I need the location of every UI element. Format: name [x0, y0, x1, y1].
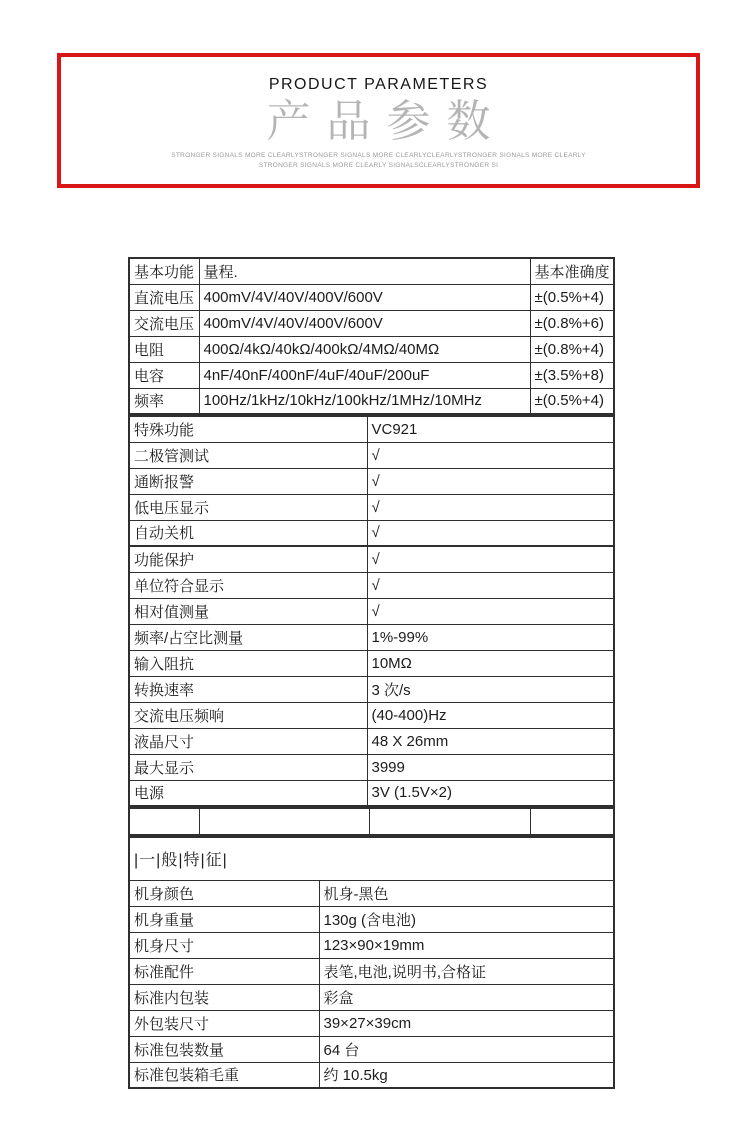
product-parameters-banner — [57, 53, 700, 188]
table-row — [129, 598, 614, 624]
general-section-title: |一|般|特|征| — [129, 837, 614, 880]
table-cell: 相对值测量 — [129, 598, 367, 624]
table-cell: √ — [367, 468, 614, 494]
banner-tagline — [61, 151, 696, 170]
table-cell: 特殊功能 — [129, 416, 367, 442]
table-row — [129, 676, 614, 702]
table-cell: √ — [367, 520, 614, 546]
table-cell: 100Hz/1kHz/10kHz/100kHz/1MHz/10MHz — [199, 388, 530, 414]
basic-spec-table — [128, 257, 615, 415]
table-cell: ±(0.8%+4) — [530, 336, 614, 362]
table-cell: ±(0.5%+4) — [530, 388, 614, 414]
table-cell: 频率 — [129, 388, 199, 414]
table-cell: 3 次/s — [367, 676, 614, 702]
table-row — [129, 388, 614, 414]
table-cell: 电容 — [129, 362, 199, 388]
table-cell: 交流电压频响 — [129, 702, 367, 728]
table-cell: 130g (含电池) — [319, 906, 614, 932]
table-cell: 3V (1.5V×2) — [367, 780, 614, 806]
table-row — [129, 880, 614, 906]
table-cell: √ — [367, 494, 614, 520]
table-cell: 电源 — [129, 780, 367, 806]
table-row — [129, 468, 614, 494]
banner-title-en: PRODUCT PARAMETERS — [268, 76, 489, 93]
banner-title-cn: 产品参数 — [266, 97, 507, 146]
table-cell: 400mV/4V/40V/400V/600V — [199, 284, 530, 310]
table-cell: ±(0.5%+4) — [530, 284, 614, 310]
table-cell: 机身-黑色 — [319, 880, 614, 906]
table-row — [129, 520, 614, 546]
feature-spec-body — [129, 416, 614, 806]
table-cell: 标准配件 — [129, 958, 319, 984]
table-cell: (40-400)Hz — [367, 702, 614, 728]
table-cell: 机身尺寸 — [129, 932, 319, 958]
divider-row-body — [129, 808, 614, 835]
table-row — [129, 1062, 614, 1088]
basic-spec-body — [129, 284, 614, 414]
table-cell: 400mV/4V/40V/400V/600V — [199, 310, 530, 336]
table-row — [129, 702, 614, 728]
table-cell: √ — [367, 598, 614, 624]
banner-tagline-line1: STRONGER SIGNALS MORE CLEARLYSTRONGER SIGNALS MORE CLEARLYCLEARLYSTRONGER SIGNALS MORE CLEARLY — [171, 152, 586, 160]
table-row — [129, 650, 614, 676]
table-cell: 标准包装数量 — [129, 1036, 319, 1062]
table-row — [129, 932, 614, 958]
table-row — [129, 624, 614, 650]
table-row — [129, 780, 614, 806]
table-row — [129, 572, 614, 598]
table-cell: 输入阻抗 — [129, 650, 367, 676]
table-cell: 48 X 26mm — [367, 728, 614, 754]
table-row — [129, 362, 614, 388]
table-row — [129, 546, 614, 572]
table-row — [129, 1010, 614, 1036]
table-cell — [369, 808, 530, 835]
table-row — [129, 754, 614, 780]
table-cell — [129, 808, 199, 835]
table-cell: ±(0.8%+6) — [530, 310, 614, 336]
feature-spec-table — [128, 415, 615, 807]
table-row — [129, 310, 614, 336]
table-cell: √ — [367, 442, 614, 468]
table-cell — [530, 808, 614, 835]
general-title-row — [129, 837, 614, 880]
table-cell: 交流电压 — [129, 310, 199, 336]
table-cell: 1%-99% — [367, 624, 614, 650]
table-cell: 64 台 — [319, 1036, 614, 1062]
table-cell: 频率/占空比测量 — [129, 624, 367, 650]
table-row — [129, 808, 614, 835]
divider-row-table — [128, 807, 615, 836]
table-cell: 单位符合显示 — [129, 572, 367, 598]
table-row — [129, 728, 614, 754]
general-spec-table — [128, 836, 615, 1089]
table-row — [129, 416, 614, 442]
table-cell: 功能保护 — [129, 546, 367, 572]
table-cell: √ — [367, 546, 614, 572]
table-cell: 3999 — [367, 754, 614, 780]
table-cell: 通断报警 — [129, 468, 367, 494]
table-cell: 电阻 — [129, 336, 199, 362]
table-cell: 直流电压 — [129, 284, 199, 310]
table-row — [129, 984, 614, 1010]
table-cell: 液晶尺寸 — [129, 728, 367, 754]
table-row — [129, 906, 614, 932]
column-header: 量程. — [199, 258, 530, 284]
table-cell: ±(3.5%+8) — [530, 362, 614, 388]
table-cell: 机身颜色 — [129, 880, 319, 906]
table-cell: 自动关机 — [129, 520, 367, 546]
table-cell: 400Ω/4kΩ/40kΩ/400kΩ/4MΩ/40MΩ — [199, 336, 530, 362]
table-cell: 39×27×39cm — [319, 1010, 614, 1036]
table-cell: 转换速率 — [129, 676, 367, 702]
table-cell: 4nF/40nF/400nF/4uF/40uF/200uF — [199, 362, 530, 388]
table-cell: 外包装尺寸 — [129, 1010, 319, 1036]
spec-tables — [128, 257, 617, 1089]
banner-tagline-line2: STRONGER SIGNALS MORE CLEARLY SIGNALSCLEARLYSTRONGER SI — [258, 161, 499, 169]
table-row — [129, 494, 614, 520]
table-cell: 标准包装箱毛重 — [129, 1062, 319, 1088]
table-row — [129, 958, 614, 984]
table-cell: 二极管测试 — [129, 442, 367, 468]
table-cell: 最大显示 — [129, 754, 367, 780]
table-cell: 123×90×19mm — [319, 932, 614, 958]
table-header-row — [129, 258, 614, 284]
table-cell — [199, 808, 369, 835]
table-row — [129, 442, 614, 468]
table-cell: 10MΩ — [367, 650, 614, 676]
table-cell: 约 10.5kg — [319, 1062, 614, 1088]
table-cell: √ — [367, 572, 614, 598]
table-cell: 彩盒 — [319, 984, 614, 1010]
table-cell: 表笔,电池,说明书,合格证 — [319, 958, 614, 984]
column-header: 基本功能 — [129, 258, 199, 284]
table-cell: VC921 — [367, 416, 614, 442]
column-header: 基本准确度 — [530, 258, 614, 284]
table-row — [129, 1036, 614, 1062]
table-cell: 机身重量 — [129, 906, 319, 932]
table-row — [129, 336, 614, 362]
table-cell: 标准内包装 — [129, 984, 319, 1010]
general-spec-body — [129, 880, 614, 1088]
table-cell: 低电压显示 — [129, 494, 367, 520]
table-row — [129, 284, 614, 310]
